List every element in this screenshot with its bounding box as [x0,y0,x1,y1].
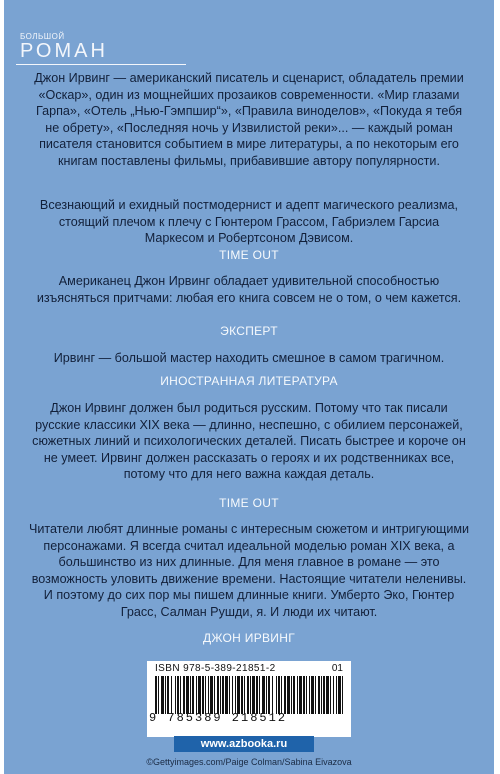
quote-5: Читатели любят длинные романы с интересным сюжетом и интригующими персонажами. Я всегда считал идеальной моделью роман XIX века, а большинство из них длинные. Для меня главное в романе — это возможность уловить движение времени. Настоящие читатели неленивы. И поэтому до сих пор мы пишем длинные книги. Умберто Эко, Гюнтер Грасс, Салман Рушди, я. И люди их читают. [28,522,470,619]
author-bio: Джон Ирвинг — американский писатель и сценарист, обладатель премии «Оскар», один из мощнейших прозаиков современности. «Мир глазами Гарпа», «Отель „Нью-Гэмпшир“», «Правила виноделов», «Покуда я тебя не обрету», «Последняя ночь у Извилистой реки»... — каждый роман писателя становится событием в мире литературы, а по некоторым его книгам поставлены фильмы, прибавившие автору популярности. [34,71,464,168]
publisher-website[interactable]: www.azbooka.ru [174,736,314,752]
quote-source-2: ЭКСПЕРТ [220,324,278,338]
quote-source-3: ИНОСТРАННАЯ ЛИТЕРАТУРА [160,374,338,388]
isbn-barcode-box [147,661,351,737]
book-back-cover [4,0,494,774]
quote-source-5: ДЖОН ИРВИНГ [203,631,295,645]
ean-digits: 9 785389 218512 [149,711,288,725]
series-small-label: БОЛЬШОЙ [20,32,65,41]
quote-source-4: TIME OUT [219,496,279,510]
quote-4: Джон Ирвинг должен был родиться русским. Потому что так писали русские классики XIX века — длинно, неспешно, с обилием персонажей, сюжетных линий и психологических деталей. Писать быстрее и короче он не умеет. Ирвинг должен рассказать о героях и их родственниках все, потому что для него важна каждая деталь. [32,401,466,482]
isbn-number: ISBN 978-5-389-21851-2 [155,663,276,674]
series-big-label: РОМАН [20,40,108,62]
quote-2: Американец Джон Ирвинг обладает удивительной способностью изъясняться притчами: любая его книга совсем не о том, о чем кажется. [36,274,462,305]
quote-source-1: TIME OUT [219,248,279,262]
photo-credit: ©Gettyimages.com/Paige Colman/Sabina Eivazova [146,757,352,767]
series-logo [16,28,186,68]
barcode [155,676,343,714]
series-underline [16,64,186,65]
quote-3: Ирвинг — большой мастер находить смешное в самом трагичном. [53,351,445,365]
quote-1: Всезнающий и ехидный постмодернист и адепт магического реализма, стоящий плечом к плечу с Гюнтером Грассом, Габриэлем Гарсиа Маркесом и Робертсоном Дэвисом. [39,198,459,246]
issue-code: 01 [331,663,343,674]
